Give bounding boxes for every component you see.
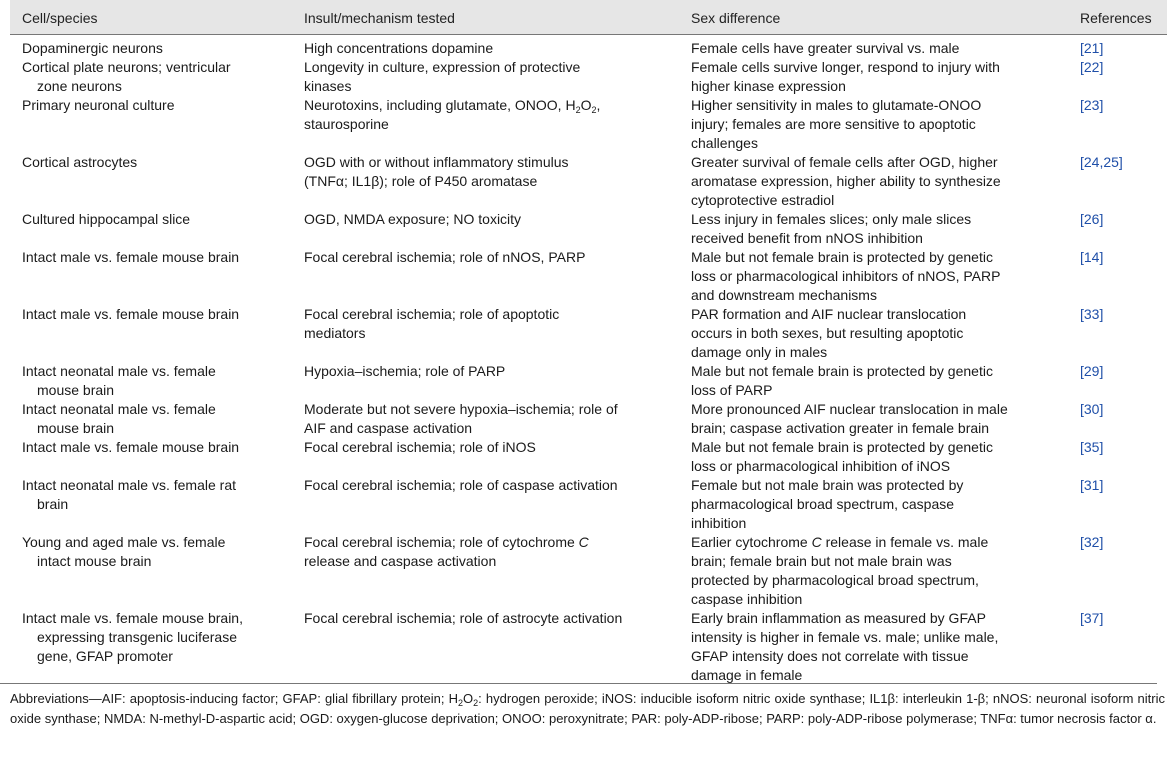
cell-species-line: Intact male vs. female mouse brain, <box>22 610 243 626</box>
header-sex-difference: Sex difference <box>691 10 781 26</box>
cell-insult-line: release and caspase activation <box>304 553 497 569</box>
cell-sex-difference-line: Greater survival of female cells after OGD, higher <box>691 154 998 170</box>
reference-link[interactable]: [21] <box>1080 40 1104 56</box>
cell-species <box>22 58 292 96</box>
cell-insult <box>304 609 680 628</box>
cell-sex-difference-line: Higher sensitivity in males to glutamate-ONOO <box>691 97 982 113</box>
cell-species <box>22 476 292 514</box>
table-row <box>10 210 1167 248</box>
cell-sex-difference-line: higher kinase expression <box>691 78 846 94</box>
cell-insult-line: AIF and caspase activation <box>304 420 473 436</box>
cell-sex-difference-line: Male but not female brain is protected by genetic <box>691 249 993 265</box>
cell-species <box>22 248 292 267</box>
cell-species <box>22 305 292 324</box>
cell-sex-difference-line: damage in female <box>691 667 803 683</box>
cell-sex-difference-line: brain; female brain but not male brain was <box>691 553 952 569</box>
abbreviations-footnote: Abbreviations—AIF: apoptosis-inducing factor; GFAP: glial fibrillary protein; $H_2O_2$: hydrogen peroxide; iNOS: inducible isoform nitric oxide synthase; IL1β: interleukin 1-β; nNOS: neuronal isoform nitric oxide synthase; NMDA: N-methyl-D-aspartic acid; OGD: oxygen-glucose deprivation; ONOO: peroxynitrate; PAR: poly-ADP-ribose; PARP: poly-ADP-ribose polymerase; TNFα: tumor necrosis factor α. <box>10 691 1165 726</box>
cell-species-line: expressing transgenic luciferase <box>37 629 237 645</box>
cell-species-line: mouse brain <box>37 420 115 436</box>
cell-sex-difference <box>691 248 1063 305</box>
reference-link[interactable]: [33] <box>1080 306 1104 322</box>
cell-sex-difference-line: Female cells survive longer, respond to injury with <box>691 59 1000 75</box>
cell-insult-line: (TNFα; IL1β); role of P450 aromatase <box>304 173 538 189</box>
cell-sex-difference-line: aromatase expression, higher ability to synthesize <box>691 173 1001 189</box>
table-row <box>10 58 1167 96</box>
cell-insult-line: OGD, NMDA exposure; NO toxicity <box>304 211 522 227</box>
cell-species-line: Primary neuronal culture <box>22 97 175 113</box>
reference-link[interactable]: [37] <box>1080 610 1104 626</box>
cell-sex-difference <box>691 58 1063 96</box>
cell-species-line: Intact male vs. female mouse brain <box>22 306 240 322</box>
cell-sex-difference-line: Female cells have greater survival vs. male <box>691 40 960 56</box>
cell-species <box>22 96 292 115</box>
cell-sex-difference-line: Female but not male brain was protected by <box>691 477 964 493</box>
cell-insult <box>304 438 680 457</box>
table-row <box>10 153 1167 210</box>
table-body <box>10 39 1167 685</box>
cell-sex-difference-line: GFAP intensity does not correlate with tissue <box>691 648 969 664</box>
header-references: References <box>1080 10 1152 26</box>
cell-insult-line: Focal cerebral ischemia; role of apoptotic <box>304 306 560 322</box>
cell-species-line: brain <box>37 496 69 512</box>
cell-insult <box>304 362 680 381</box>
reference-link[interactable]: [30] <box>1080 401 1104 417</box>
table-row <box>10 248 1167 305</box>
cell-species-line: Intact neonatal male vs. female <box>22 401 216 417</box>
table-row <box>10 533 1167 609</box>
cell-insult-line: Moderate but not severe hypoxia–ischemia; role of <box>304 401 618 417</box>
cell-species <box>22 210 292 229</box>
cell-sex-difference-line: More pronounced AIF nuclear translocation in male <box>691 401 1008 417</box>
cell-sex-difference <box>691 305 1063 362</box>
cell-species <box>22 400 292 438</box>
cell-sex-difference-line: loss or pharmacological inhibitors of nNOS, PARP <box>691 268 1001 284</box>
cell-insult <box>304 210 680 229</box>
reference-link[interactable]: [23] <box>1080 97 1104 113</box>
cell-insult-line: Focal cerebral ischemia; role of astrocyte activation <box>304 610 623 626</box>
cell-insult <box>304 96 680 134</box>
cell-sex-difference-line: occurs in both sexes, but resulting apoptotic <box>691 325 964 341</box>
cell-species-line: Intact neonatal male vs. female rat <box>22 477 236 493</box>
cell-insult <box>304 533 680 571</box>
cell-sex-difference <box>691 476 1063 533</box>
cell-sex-difference-line: intensity is higher in female vs. male; unlike male, <box>691 629 999 645</box>
table-header <box>10 0 1167 35</box>
cell-insult <box>304 476 680 495</box>
cell-species-line: Dopaminergic neurons <box>22 40 163 56</box>
cell-sex-difference-line: cytoprotective estradiol <box>691 192 835 208</box>
cell-sex-difference <box>691 210 1063 248</box>
reference-link[interactable]: [35] <box>1080 439 1104 455</box>
cell-sex-difference-line: and downstream mechanisms <box>691 287 877 303</box>
cell-species-line: Intact neonatal male vs. female <box>22 363 216 379</box>
cell-species <box>22 609 292 666</box>
cell-insult-line: OGD with or without inflammatory stimulus <box>304 154 569 170</box>
cell-insult <box>304 58 680 96</box>
cell-insult-line: kinases <box>304 78 352 94</box>
table-row <box>10 476 1167 533</box>
table-row <box>10 362 1167 400</box>
cell-species-line: Cortical astrocytes <box>22 154 138 170</box>
cell-insult-line: Longevity in culture, expression of protective <box>304 59 581 75</box>
table-row <box>10 305 1167 362</box>
cell-species-line: intact mouse brain <box>37 553 152 569</box>
cell-insult <box>304 248 680 267</box>
reference-link[interactable]: [29] <box>1080 363 1104 379</box>
cell-insult-line: Focal cerebral ischemia; role of cytochrome C <box>304 534 589 550</box>
cell-sex-difference-line: Male but not female brain is protected by genetic <box>691 439 993 455</box>
cell-species-line: Cultured hippocampal slice <box>22 211 191 227</box>
cell-species-line: gene, GFAP promoter <box>37 648 173 664</box>
reference-link[interactable]: [31] <box>1080 477 1104 493</box>
cell-sex-difference-line: Early brain inflammation as measured by GFAP <box>691 610 986 626</box>
cell-sex-difference-line: pharmacological broad spectrum, caspase <box>691 496 955 512</box>
cell-insult-line: Hypoxia–ischemia; role of PARP <box>304 363 506 379</box>
cell-species-line: Intact male vs. female mouse brain <box>22 249 240 265</box>
cell-insult-line: Neurotoxins, including glutamate, ONOO, $H_2O_2$, <box>304 97 601 115</box>
cell-species-line: Intact male vs. female mouse brain <box>22 439 240 455</box>
cell-sex-difference <box>691 609 1063 685</box>
cell-species <box>22 39 292 58</box>
table-row <box>10 39 1167 58</box>
cell-insult-line: mediators <box>304 325 366 341</box>
table-bottom-rule <box>0 683 1157 684</box>
cell-sex-difference <box>691 362 1063 400</box>
reference-link[interactable]: [24,25] <box>1080 154 1123 170</box>
cell-sex-difference-line: inhibition <box>691 515 747 531</box>
cell-sex-difference-line: caspase inhibition <box>691 591 803 607</box>
cell-insult <box>304 305 680 343</box>
cell-insult-line: Focal cerebral ischemia; role of iNOS <box>304 439 536 455</box>
cell-sex-difference-line: Male but not female brain is protected by genetic <box>691 363 993 379</box>
header-insult-mechanism: Insult/mechanism tested <box>304 10 455 26</box>
reference-link[interactable]: [22] <box>1080 59 1104 75</box>
reference-link[interactable]: [32] <box>1080 534 1104 550</box>
cell-sex-difference <box>691 153 1063 210</box>
cell-sex-difference-line: Earlier cytochrome C release in female vs. male <box>691 534 989 550</box>
cell-sex-difference <box>691 96 1063 153</box>
cell-insult-line: Focal cerebral ischemia; role of caspase activation <box>304 477 618 493</box>
cell-sex-difference-line: received benefit from nNOS inhibition <box>691 230 923 246</box>
table-row <box>10 438 1167 476</box>
cell-sex-difference-line: protected by pharmacological broad spectrum, <box>691 572 979 588</box>
reference-link[interactable]: [26] <box>1080 211 1104 227</box>
cell-sex-difference-line: loss of PARP <box>691 382 773 398</box>
cell-sex-difference-line: damage only in males <box>691 344 828 360</box>
cell-species <box>22 438 292 457</box>
cell-species <box>22 362 292 400</box>
cell-sex-difference-line: loss or pharmacological inhibition of iNOS <box>691 458 951 474</box>
cell-sex-difference-line: brain; caspase activation greater in female brain <box>691 420 990 436</box>
cell-species-line: zone neurons <box>37 78 122 94</box>
cell-insult-line: Focal cerebral ischemia; role of nNOS, PARP <box>304 249 586 265</box>
cell-species-line: mouse brain <box>37 382 115 398</box>
cell-insult-line: High concentrations dopamine <box>304 40 494 56</box>
cell-species-line: Cortical plate neurons; ventricular <box>22 59 231 75</box>
table-row <box>10 96 1167 153</box>
cell-insult <box>304 400 680 438</box>
cell-insult <box>304 39 680 58</box>
table-row <box>10 400 1167 438</box>
cell-sex-difference <box>691 39 1063 58</box>
cell-insult <box>304 153 680 191</box>
cell-sex-difference <box>691 533 1063 609</box>
cell-sex-difference <box>691 400 1063 438</box>
cell-sex-difference-line: PAR formation and AIF nuclear translocation <box>691 306 967 322</box>
cell-sex-difference <box>691 438 1063 476</box>
reference-link[interactable]: [14] <box>1080 249 1104 265</box>
table-row <box>10 609 1167 685</box>
cell-sex-difference-line: injury; females are more sensitive to apoptotic <box>691 116 976 132</box>
cell-species <box>22 153 292 172</box>
cell-sex-difference-line: challenges <box>691 135 758 151</box>
table <box>10 0 1167 685</box>
cell-species <box>22 533 292 571</box>
cell-species-line: Young and aged male vs. female <box>22 534 226 550</box>
header-cell-species: Cell/species <box>22 10 98 26</box>
cell-insult-line: staurosporine <box>304 116 389 132</box>
cell-sex-difference-line: Less injury in females slices; only male slices <box>691 211 972 227</box>
